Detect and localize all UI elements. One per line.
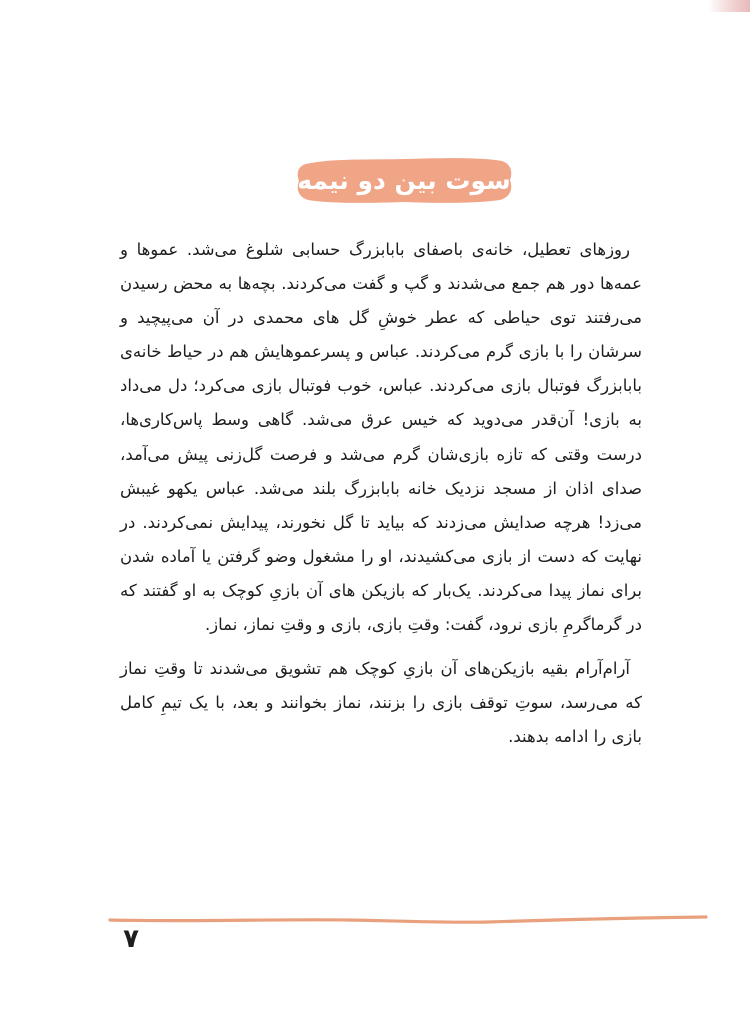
footer-line-stroke <box>110 917 706 922</box>
corner-mark <box>708 0 750 12</box>
body-text <box>120 233 642 754</box>
chapter-title: سوت بین دو نیمه <box>297 165 511 195</box>
paragraph-2: آرام‌آرام بقیه بازیکن‌های آن بازیِ کوچک هم تشویق می‌شدند تا وقتِ نماز که می‌رسد، سوتِ توقف بازی را بزنند، نماز بخوانند و بعد، با یک تیمِ کامل بازی را ادامه بدهند. <box>120 659 642 747</box>
page-number: ۷ <box>123 924 139 954</box>
chapter-title-banner <box>292 152 516 208</box>
footer-divider <box>108 910 710 930</box>
paragraph-1: روزهای تعطیل، خانه‌ی باصفای بابابزرگ حسابی شلوغ می‌شد. عموها و عمه‌ها دور هم جمع می‌شدند و گپ و گفت می‌کردند. بچه‌ها به محض رسیدن می‌رفتند توی حیاطی که عطر خوشِ گل های محمدی در آن می‌پیچید و سرشان را با بازی گرم می‌کردند. عباس و پسرعموهایش هم در حیاط خانه‌ی بابابزرگ فوتبال بازی می‌کردند. عباس، خوب فوتبال بازی می‌کرد؛ دل می‌داد به بازی! آن‌قدر می‌دوید که خیس عرق می‌شد. گاهی وسط پاس‌کاری‌ها، درست وقتی که تازه بازی‌شان گرم می‌شد و فرصت گل‌زنی پیش می‌آمد، صدای اذان از مسجد نزدیک خانه بابابزرگ بلند می‌شد. عباس یکهو غیبش می‌زد! هرچه صدایش می‌زدند که بیاید تا گل نخورند، پیدایش نمی‌کردند. در نهایت که دست از بازی می‌کشیدند، او را مشغول وضو گرفتن یا آماده شدن برای نماز پیدا می‌کردند. یک‌بار که بازیکن های آن بازیِ کوچک به او گفتند که در گرماگرمِ بازی نرود، گفت: وقتِ بازی، بازی و وقتِ نماز، نماز. <box>120 240 642 635</box>
